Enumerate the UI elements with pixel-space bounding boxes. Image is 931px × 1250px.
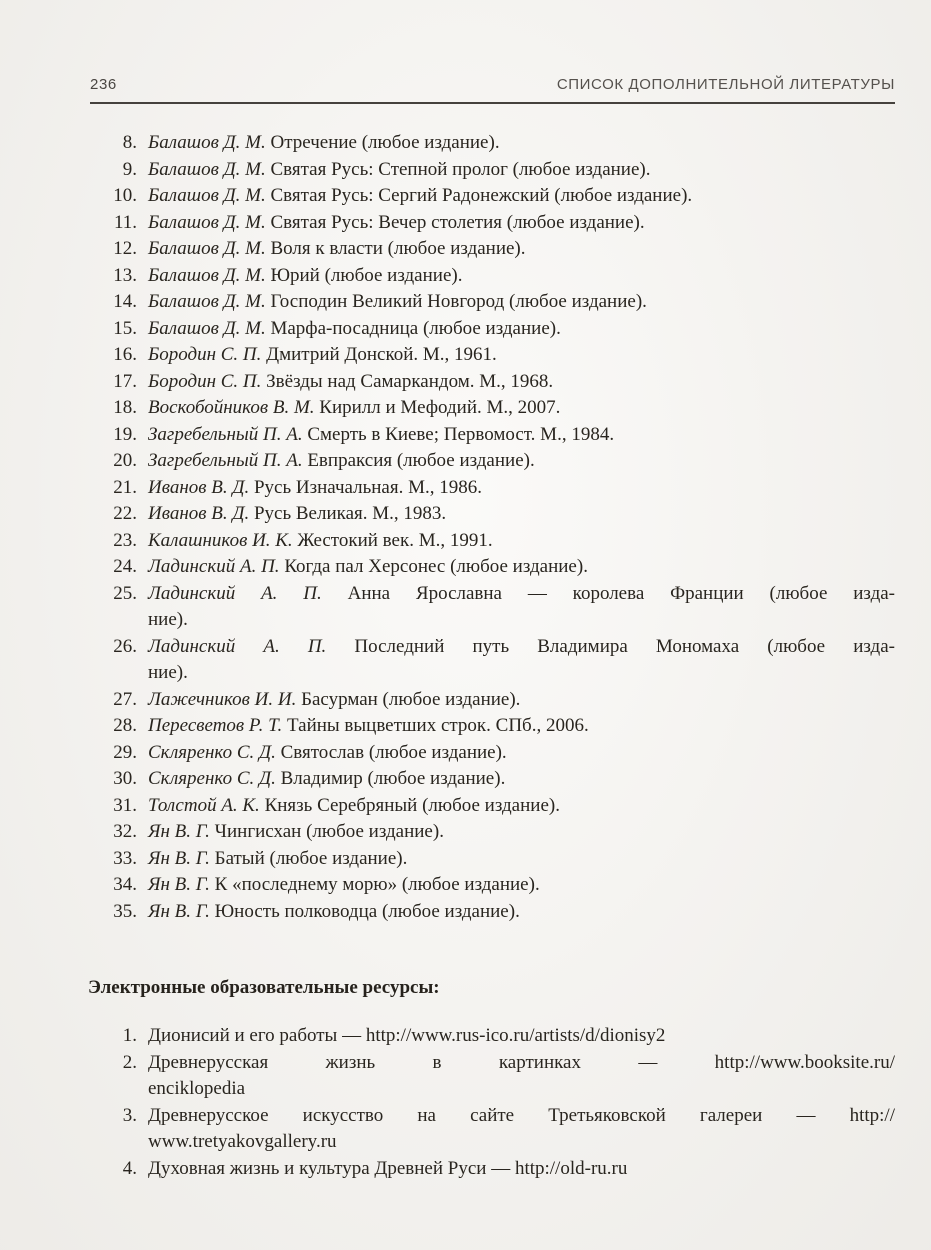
item-body [148, 793, 895, 820]
item-number: 16. [113, 344, 137, 365]
item-author: Загребельный П. А. [148, 423, 303, 445]
item-author: Бородин С. П. [148, 344, 262, 365]
item-text: Балашов Д. М. Юрий (любое издание). [148, 264, 463, 286]
literature-item [90, 395, 895, 422]
item-body [148, 475, 895, 502]
item-text: Скляренко С. Д. Владимир (любое издание). [148, 768, 506, 789]
literature-item [90, 263, 895, 290]
item-number: 34. [113, 874, 137, 895]
item-body [148, 210, 895, 237]
item-body [148, 819, 895, 846]
item-text: Скляренко С. Д. Святослав (любое издание). [148, 741, 507, 763]
literature-item [90, 819, 895, 846]
item-text: Воскобойников В. М. Кирилл и Мефодий. М., 2007. [148, 397, 561, 418]
item-author: Толстой А. К. [148, 794, 260, 816]
item-body [148, 899, 895, 926]
literature-item [90, 157, 895, 184]
item-text: Балашов Д. М. Марфа-посадница (любое издание). [148, 317, 561, 339]
literature-item [90, 528, 895, 555]
item-text: Лажечников И. И. Басурман (любое издание). [148, 688, 521, 710]
item-text: Загребельный П. А. Смерть в Киеве; Первомост. М., 1984. [148, 423, 615, 445]
item-body [148, 872, 895, 899]
item-author: Балашов Д. М. [148, 185, 266, 206]
item-text: Ладинский А. П. Когда пал Херсонес (любое издание). [148, 556, 588, 577]
item-number: 26. [113, 635, 137, 657]
item-author: Воскобойников В. М. [148, 397, 315, 418]
item-text-continuation: ние). [148, 609, 188, 630]
item-text: Иванов В. Д. Русь Изначальная. М., 1986. [148, 476, 482, 498]
item-author: Балашов Д. М. [148, 158, 266, 180]
item-body [148, 634, 895, 687]
item-author: Бородин С. П. [148, 370, 262, 392]
item-text-continuation: ние). [148, 662, 188, 683]
resource-item [90, 1050, 895, 1103]
item-text: Балашов Д. М. Святая Русь: Сергий Радонежский (любое издание). [148, 185, 693, 206]
item-text: Духовная жизнь и культура Древней Руси — http://old-ru.ru [148, 1157, 628, 1179]
item-text: Балашов Д. М. Господин Великий Новгород (любое издание). [148, 291, 647, 312]
item-text: Балашов Д. М. Святая Русь: Вечер столетия (любое издание). [148, 211, 645, 233]
item-number: 28. [113, 715, 137, 736]
item-body [148, 501, 895, 528]
item-number: 32. [113, 821, 137, 842]
item-body [148, 342, 895, 369]
page-number: 236 [90, 76, 117, 93]
item-author: Балашов Д. М. [148, 132, 266, 153]
literature-item [90, 210, 895, 237]
item-number: 8. [122, 132, 137, 153]
item-body [148, 1023, 895, 1050]
literature-item [90, 236, 895, 263]
item-number: 2. [122, 1051, 137, 1073]
item-body [148, 157, 895, 184]
item-body [148, 1103, 895, 1156]
item-text: Ян В. Г. К «последнему морю» (любое издание). [148, 874, 540, 895]
item-author: Загребельный П. А. [148, 450, 303, 471]
item-body [148, 236, 895, 263]
item-text: Толстой А. К. Князь Серебряный (любое издание). [148, 794, 560, 816]
item-number: 30. [113, 768, 137, 789]
item-author: Калашников И. К. [148, 529, 293, 551]
item-number: 4. [122, 1157, 137, 1179]
item-author: Лажечников И. И. [148, 688, 297, 710]
item-text: Пересветов Р. Т. Тайны выцветших строк. СПб., 2006. [148, 715, 589, 736]
item-text: Древнерусская жизнь в картинках — http://www.booksite.ru/ [148, 1051, 895, 1073]
item-author: Ян В. Г. [148, 847, 210, 869]
item-text: Калашников И. К. Жестокий век. М., 1991. [148, 529, 493, 551]
item-body [148, 395, 895, 422]
item-author: Балашов Д. М. [148, 264, 266, 286]
item-author: Скляренко С. Д. [148, 741, 276, 763]
resource-item [90, 1103, 895, 1156]
resources-list [90, 1023, 895, 1182]
item-body [148, 130, 895, 157]
item-text: Бородин С. П. Дмитрий Донской. М., 1961. [148, 344, 497, 365]
resource-item [90, 1156, 895, 1183]
item-body [148, 846, 895, 873]
item-body [148, 740, 895, 767]
literature-item [90, 713, 895, 740]
item-author: Скляренко С. Д. [148, 768, 276, 789]
literature-item [90, 846, 895, 873]
item-number: 13. [113, 264, 137, 286]
literature-item [90, 448, 895, 475]
item-number: 35. [113, 900, 137, 922]
item-number: 24. [113, 556, 137, 577]
item-author: Ян В. Г. [148, 821, 210, 842]
item-author: Балашов Д. М. [148, 211, 266, 233]
literature-item [90, 793, 895, 820]
item-author: Ладинский А. П. [148, 556, 280, 577]
page-header [90, 76, 895, 104]
item-body [148, 1050, 895, 1103]
literature-item [90, 581, 895, 634]
item-number: 31. [113, 794, 137, 816]
item-text: Ладинский А. П. Анна Ярославна — королева Франции (любое изда- [148, 582, 895, 604]
item-body [148, 528, 895, 555]
item-number: 21. [113, 476, 137, 498]
item-number: 10. [113, 185, 137, 206]
item-author: Балашов Д. М. [148, 238, 266, 259]
item-author: Балашов Д. М. [148, 291, 266, 312]
literature-item [90, 740, 895, 767]
item-body [148, 554, 895, 581]
item-body [148, 448, 895, 475]
literature-item [90, 289, 895, 316]
literature-item [90, 183, 895, 210]
item-author: Иванов В. Д. [148, 476, 250, 498]
running-title: СПИСОК ДОПОЛНИТЕЛЬНОЙ ЛИТЕРАТУРЫ [556, 76, 895, 93]
item-number: 33. [113, 847, 137, 869]
item-number: 23. [113, 529, 137, 551]
item-text: Балашов Д. М. Отречение (любое издание). [148, 132, 500, 153]
item-body [148, 766, 895, 793]
item-text-continuation: www.tretyakovgallery.ru [148, 1131, 337, 1152]
literature-item [90, 130, 895, 157]
item-body [148, 1156, 895, 1183]
literature-item [90, 422, 895, 449]
item-body [148, 581, 895, 634]
item-body [148, 687, 895, 714]
item-number: 22. [113, 503, 137, 524]
literature-item [90, 501, 895, 528]
item-body [148, 289, 895, 316]
item-body [148, 369, 895, 396]
item-number: 18. [113, 397, 137, 418]
item-body [148, 263, 895, 290]
item-text: Балашов Д. М. Святая Русь: Степной пролог (любое издание). [148, 158, 651, 180]
item-number: 1. [122, 1025, 137, 1046]
item-number: 3. [122, 1104, 137, 1126]
item-text: Ян В. Г. Юность полководца (любое издание). [148, 900, 520, 922]
item-text: Загребельный П. А. Евпраксия (любое издание). [148, 450, 535, 471]
item-text: Ян В. Г. Чингисхан (любое издание). [148, 821, 444, 842]
item-number: 20. [113, 450, 137, 471]
item-text: Ладинский А. П. Последний путь Владимира Мономаха (любое изда- [148, 635, 895, 657]
item-author: Ладинский А. П. [148, 635, 327, 657]
resource-item [90, 1023, 895, 1050]
item-text: Иванов В. Д. Русь Великая. М., 1983. [148, 503, 447, 524]
literature-item [90, 316, 895, 343]
resources-heading: Электронные образовательные ресурсы: [88, 977, 440, 998]
item-body [148, 422, 895, 449]
item-number: 17. [113, 370, 137, 392]
literature-item [90, 475, 895, 502]
item-text-continuation: enciklopedia [148, 1078, 246, 1099]
item-number: 11. [113, 211, 137, 233]
item-body [148, 713, 895, 740]
item-body [148, 183, 895, 210]
literature-item [90, 872, 895, 899]
literature-item [90, 899, 895, 926]
item-body [148, 316, 895, 343]
item-text: Ян В. Г. Батый (любое издание). [148, 847, 408, 869]
literature-item [90, 634, 895, 687]
item-text: Древнерусское искусство на сайте Третьяковской галереи — http:// [148, 1104, 895, 1126]
literature-item [90, 687, 895, 714]
item-text: Дионисий и его работы — http://www.rus-ico.ru/artists/d/dionisy2 [148, 1025, 666, 1046]
item-number: 9. [122, 158, 137, 180]
item-number: 19. [113, 423, 137, 445]
item-number: 12. [113, 238, 137, 259]
item-text: Балашов Д. М. Воля к власти (любое издание). [148, 238, 526, 259]
item-author: Ладинский А. П. [148, 582, 322, 604]
literature-list [90, 130, 895, 925]
item-number: 25. [113, 582, 137, 604]
literature-item [90, 766, 895, 793]
item-number: 15. [113, 317, 137, 339]
item-author: Ян В. Г. [148, 874, 210, 895]
item-author: Иванов В. Д. [148, 503, 250, 524]
item-number: 29. [113, 741, 137, 763]
item-text: Бородин С. П. Звёзды над Самаркандом. М., 1968. [148, 370, 554, 392]
item-author: Ян В. Г. [148, 900, 210, 922]
item-author: Пересветов Р. Т. [148, 715, 283, 736]
item-number: 27. [113, 688, 137, 710]
literature-item [90, 369, 895, 396]
item-number: 14. [113, 291, 137, 312]
literature-item [90, 554, 895, 581]
literature-item [90, 342, 895, 369]
item-author: Балашов Д. М. [148, 317, 266, 339]
